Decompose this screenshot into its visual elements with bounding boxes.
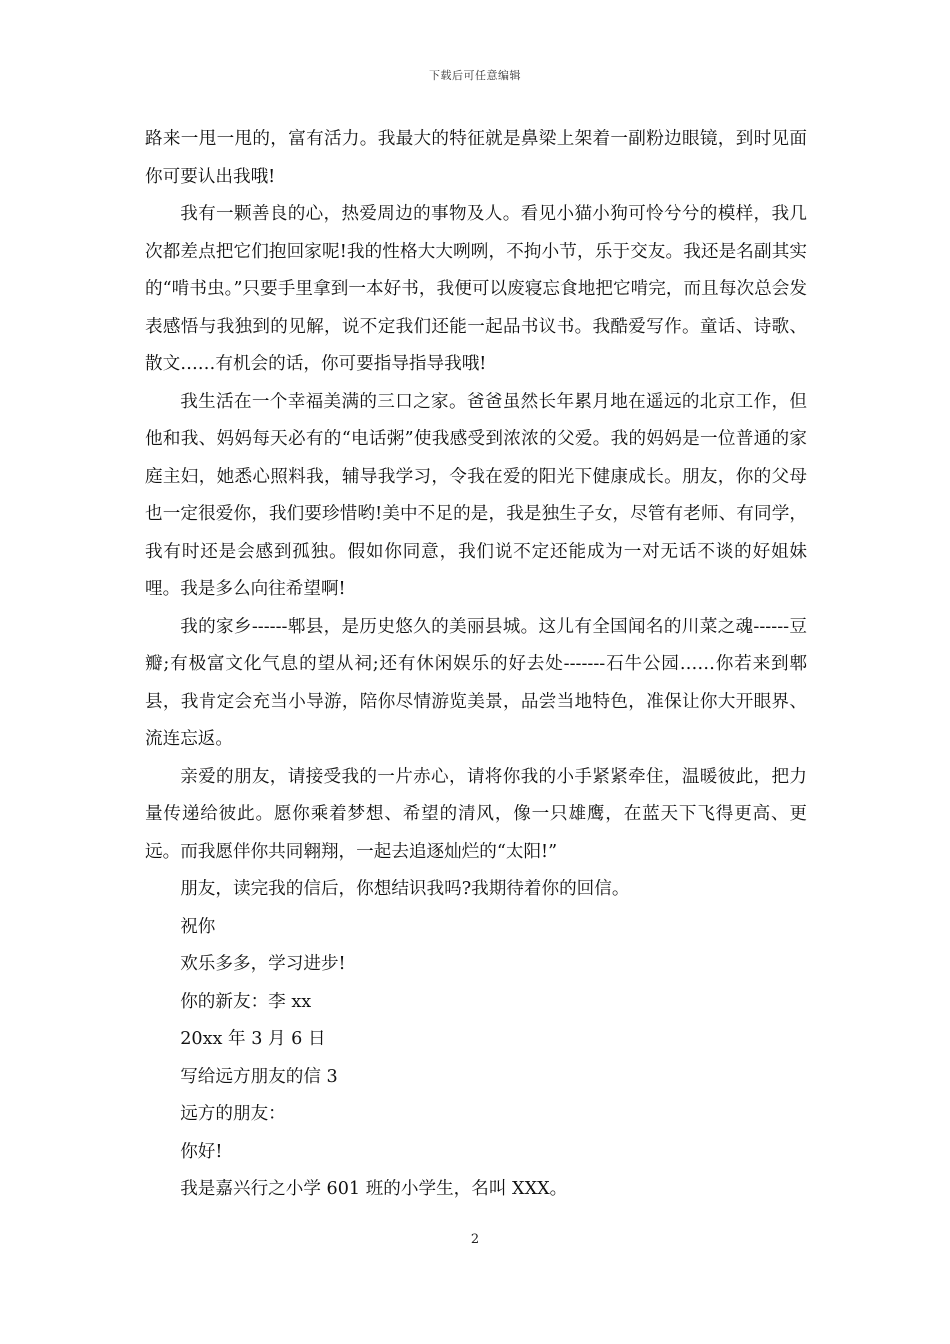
paragraph-personality: 我有一颗善良的心，热爱周边的事物及人。看见小猫小狗可怜兮兮的模样，我几次都差点把它们抱回家呢!我的性格大大咧咧，不拘小节，乐于交友。我还是名副其实的“啃书虫。”只要手里拿到一本好书，我便可以废寝忘食地把它啃完，而且每次总会发表感悟与我独到的见解，说不定我们还能一起品书议书。我酷爱写作。童话、诗歌、散文……有机会的话，你可要指导指导我哦! [145,204,807,374]
paragraph-hometown: 我的家乡------郫县，是历史悠久的美丽县城。这儿有全国闻名的川菜之魂------豆瓣;有极富文化气息的望从祠;还有休闲娱乐的好去处-------石牛公园……你若来到郫县，我肯定会充当小导游，陪你尽情游览美景，品尝当地特色，准保让你大开眼界、流连忘返。 [145,616,807,749]
letter-date: 20xx 年 3 月 6 日 [180,1029,326,1049]
wish-text: 欢乐多多，学习进步! [180,954,346,974]
letter-body [145,121,807,1209]
intro-line: 我是嘉兴行之小学 601 班的小学生，名叫 XXX。 [180,1179,568,1199]
paragraph-family: 我生活在一个幸福美满的三口之家。爸爸虽然长年累月地在遥远的北京工作，但他和我、妈妈每天必有的“电话粥”使我感受到浓浓的父爱。我的妈妈是一位普通的家庭主妇，她悉心照料我，辅导我学习，令我在爱的阳光下健康成长。朋友，你的父母也一定很爱你，我们要珍惜哟!美中不足的是，我是独生子女，尽管有老师、有同学，我有时还是会感到孤独。假如你同意，我们说不定还能成为一对无话不谈的好姐妹哩。我是多么向往希望啊! [145,391,807,599]
paragraph-continued: 路来一甩一甩的，富有活力。我最大的特征就是鼻梁上架着一副粉边眼镜，到时见面你可要认出我哦! [145,129,807,187]
signature: 你的新友：李 xx [180,991,312,1012]
header-note: 下载后可任意编辑 [429,69,521,82]
section-title: 写给远方朋友的信 3 [180,1066,338,1087]
closing-line: 朋友，读完我的信后，你想结识我吗?我期待着你的回信。 [180,879,630,899]
salutation-wish: 祝你 [180,916,216,937]
greeting-hello: 你好! [180,1141,223,1162]
paragraph-friendship: 亲爱的朋友，请接受我的一片赤心，请将你我的小手紧紧牵住，温暖彼此，把力量传递给彼此。愿你乘着梦想、希望的清风，像一只雄鹰，在蓝天下飞得更高、更远。而我愿伴你共同翱翔，一起去追逐灿烂的“太阳!” [145,766,807,862]
page-number: 2 [470,1232,480,1247]
greeting-recipient: 远方的朋友： [180,1104,286,1124]
